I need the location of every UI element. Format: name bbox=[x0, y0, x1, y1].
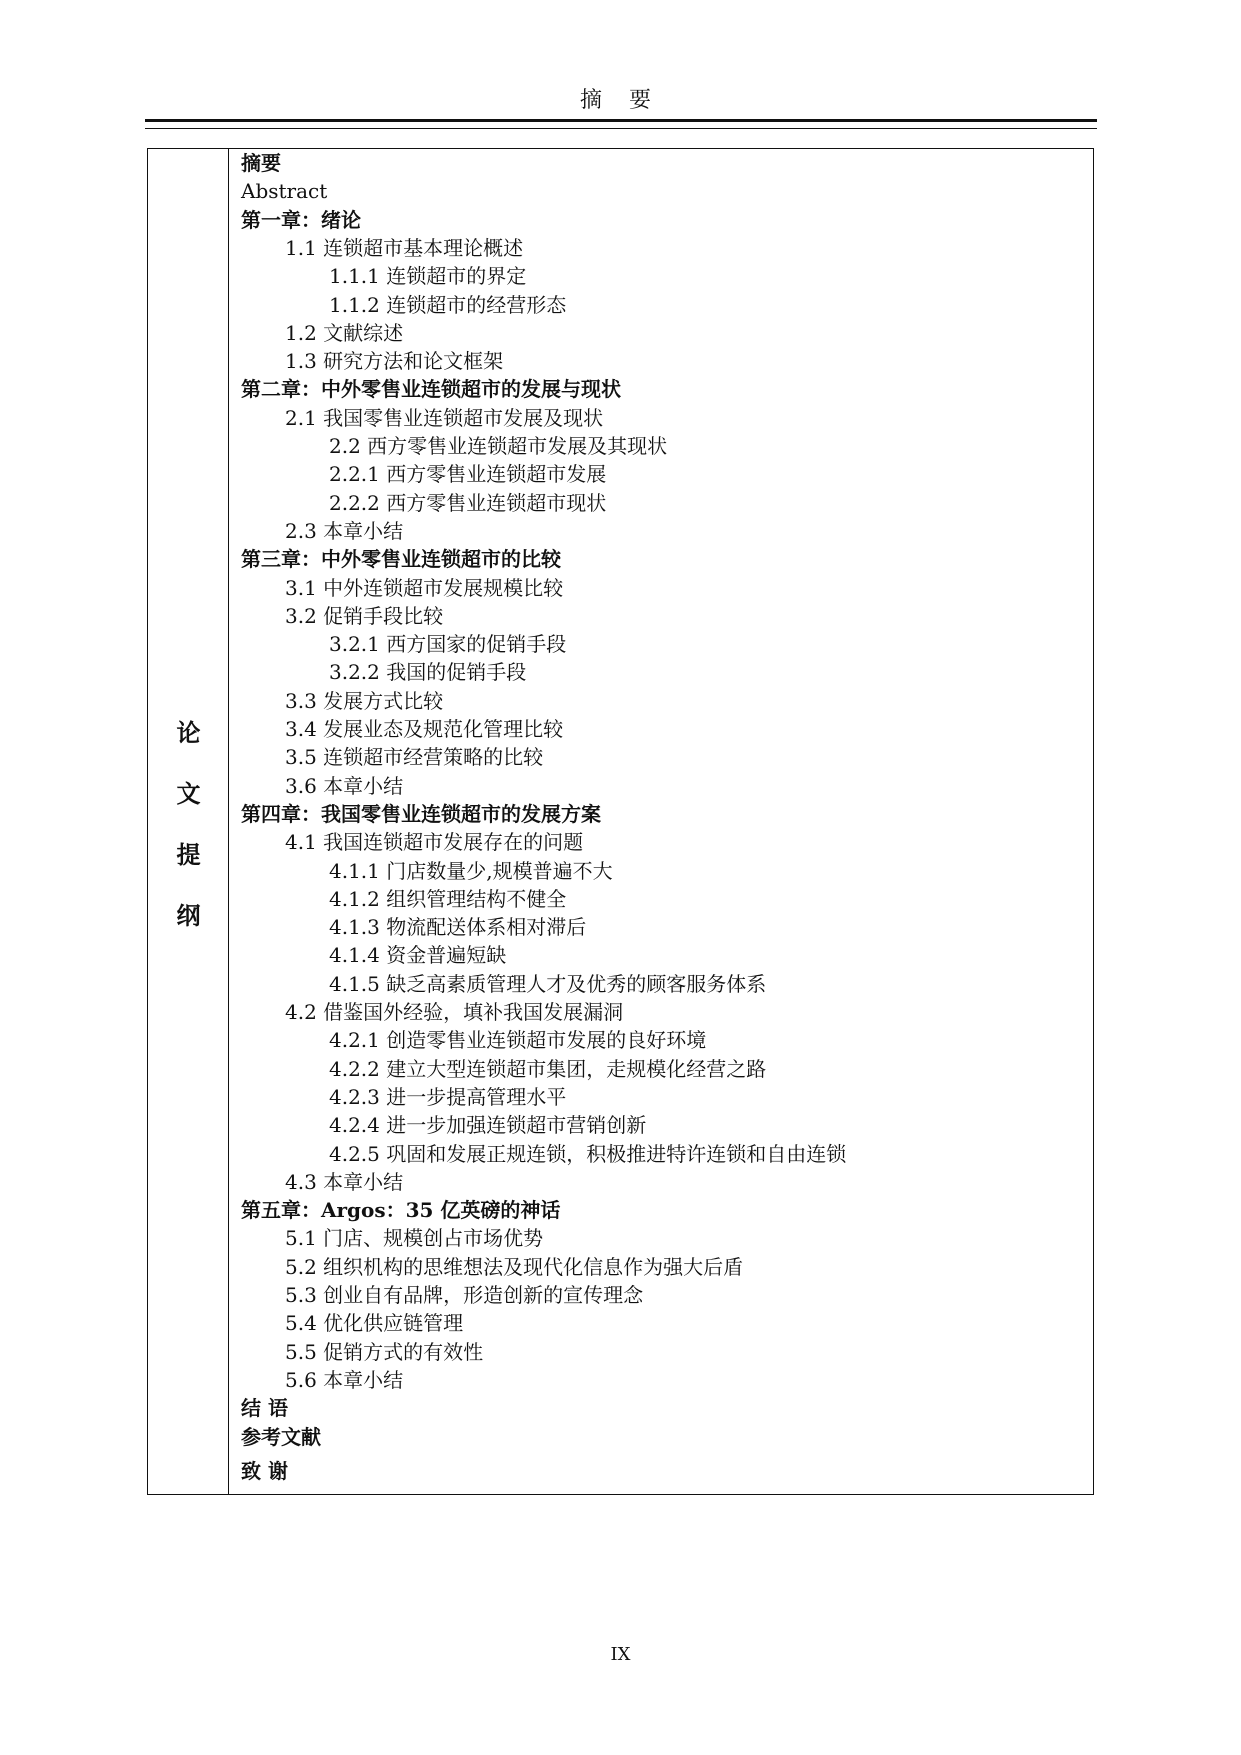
toc-section-entry: 2.3 本章小结 bbox=[285, 518, 404, 543]
toc-chapter-entry: 结 语 bbox=[241, 1396, 288, 1421]
toc-section-entry: 3.5 连锁超市经营策略的比较 bbox=[285, 745, 544, 770]
page-number: IX bbox=[610, 1644, 631, 1665]
toc-section-entry: 1.3 研究方法和论文框架 bbox=[285, 349, 504, 374]
toc-section-entry: 4.1 我国连锁超市发展存在的问题 bbox=[285, 830, 584, 855]
outline-content-cell bbox=[229, 149, 1093, 1494]
side-label-char: 纲 bbox=[176, 901, 201, 930]
toc-section-entry: 4.3 本章小结 bbox=[285, 1169, 404, 1194]
side-label-char: 文 bbox=[176, 779, 201, 808]
toc-subsection-entry: 3.2.2 我国的促销手段 bbox=[329, 660, 527, 685]
toc-chapter-entry: Abstract bbox=[241, 179, 328, 204]
toc-section-entry: 3.2 促销手段比较 bbox=[285, 603, 444, 628]
toc-chapter-entry: 第五章：Argos：35 亿英磅的神话 bbox=[241, 1198, 561, 1223]
toc-subsection-entry: 1.1.2 连锁超市的经营形态 bbox=[329, 292, 567, 317]
toc-subsection-entry: 4.1.3 物流配送体系相对滞后 bbox=[329, 915, 587, 940]
outline-table bbox=[147, 148, 1094, 1495]
toc-subsection-entry: 3.2.1 西方国家的促销手段 bbox=[329, 632, 567, 657]
toc-chapter-entry: 第一章：绪论 bbox=[241, 207, 361, 232]
toc-subsection-entry: 4.2.2 建立大型连锁超市集团，走规模化经营之路 bbox=[329, 1056, 767, 1081]
page-header-title: 摘 要 bbox=[580, 88, 661, 113]
toc-section-entry: 4.2 借鉴国外经验，填补我国发展漏洞 bbox=[285, 1000, 624, 1024]
side-label-char: 论 bbox=[176, 718, 201, 747]
toc-subsection-entry: 4.2.4 进一步加强连锁超市营销创新 bbox=[329, 1113, 647, 1138]
toc-chapter-entry: 第三章：中外零售业连锁超市的比较 bbox=[241, 547, 561, 572]
toc-section-entry: 5.5 促销方式的有效性 bbox=[285, 1339, 484, 1364]
toc-section-entry: 5.3 创业自有品牌，形造创新的宣传理念 bbox=[285, 1283, 644, 1307]
toc-subsection-entry: 4.1.4 资金普遍短缺 bbox=[329, 943, 507, 968]
toc-section-entry: 3.3 发展方式比较 bbox=[285, 688, 444, 713]
toc-chapter-entry: 致 谢 bbox=[241, 1458, 288, 1483]
toc-section-entry: 3.4 发展业态及规范化管理比较 bbox=[285, 717, 564, 741]
toc-subsection-entry: 2.2.2 西方零售业连锁超市现状 bbox=[329, 490, 607, 515]
toc-section-entry: 5.2 组织机构的思维想法及现代化信息作为强大后盾 bbox=[285, 1254, 744, 1279]
toc-section-entry: 1.2 文献综述 bbox=[285, 320, 404, 345]
toc-subsection-entry: 4.2.5 巩固和发展正规连锁，积极推进特许连锁和自由连锁 bbox=[329, 1141, 847, 1166]
toc-subsection-entry: 4.2.1 创造零售业连锁超市发展的良好环境 bbox=[329, 1028, 707, 1053]
toc-chapter-entry: 参考文献 bbox=[241, 1424, 321, 1449]
toc-subsection-entry: 4.1.2 组织管理结构不健全 bbox=[329, 886, 567, 911]
toc-section-entry: 5.4 优化供应链管理 bbox=[285, 1311, 464, 1336]
toc-chapter-entry: 第二章：中外零售业连锁超市的发展与现状 bbox=[241, 377, 621, 402]
header-double-rule bbox=[145, 119, 1097, 129]
toc-subsection-entry: 2.2 西方零售业连锁超市发展及其现状 bbox=[329, 434, 668, 458]
toc-section-entry: 3.1 中外连锁超市发展规模比较 bbox=[285, 575, 564, 600]
side-label-char: 提 bbox=[176, 840, 201, 869]
toc-section-entry: 3.6 本章小结 bbox=[285, 773, 404, 798]
toc-section-entry: 1.1 连锁超市基本理论概述 bbox=[285, 235, 524, 260]
toc-section-entry: 5.6 本章小结 bbox=[285, 1367, 404, 1392]
toc-subsection-entry: 1.1.1 连锁超市的界定 bbox=[329, 264, 527, 289]
toc-subsection-entry: 4.2.3 进一步提高管理水平 bbox=[329, 1084, 567, 1109]
toc-subsection-entry: 4.1.5 缺乏高素质管理人才及优秀的顾客服务体系 bbox=[329, 971, 767, 996]
toc-subsection-entry: 4.1.1 门店数量少,规模普遍不大 bbox=[329, 858, 613, 883]
toc-chapter-entry: 摘要 bbox=[241, 151, 281, 175]
toc-subsection-entry: 2.2.1 西方零售业连锁超市发展 bbox=[329, 462, 607, 487]
outline-side-cell bbox=[148, 149, 229, 1494]
toc-section-entry: 5.1 门店、规模创占市场优势 bbox=[285, 1226, 544, 1251]
toc-chapter-entry: 第四章：我国零售业连锁超市的发展方案 bbox=[241, 801, 601, 826]
toc-section-entry: 2.1 我国零售业连锁超市发展及现状 bbox=[285, 405, 604, 430]
